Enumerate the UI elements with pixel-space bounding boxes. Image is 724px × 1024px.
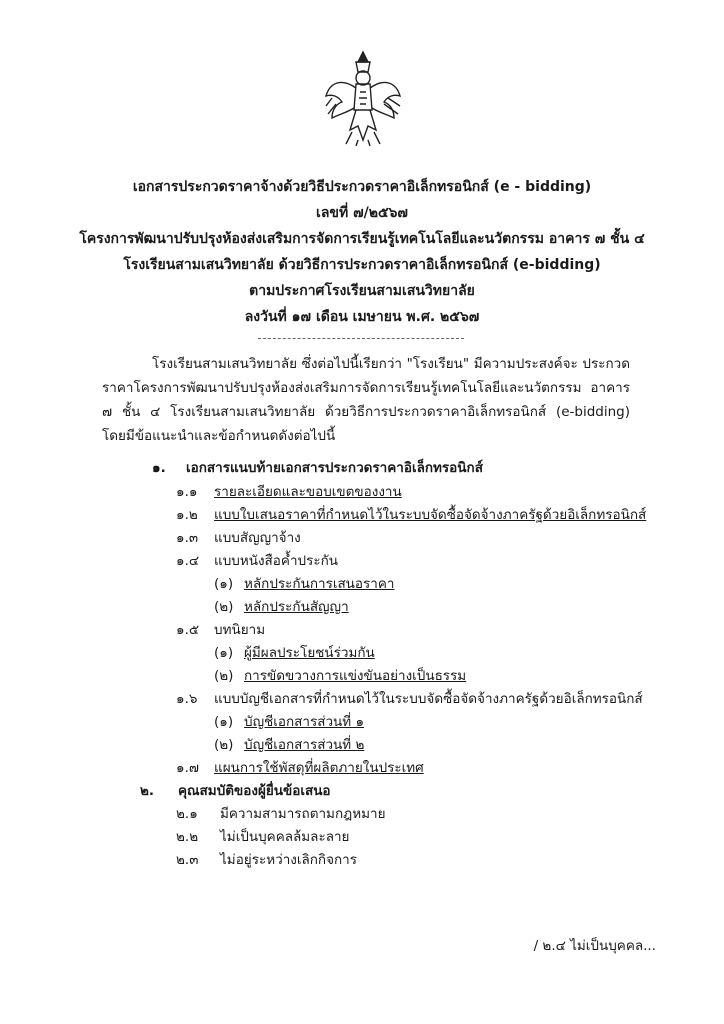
item-number: (๒) bbox=[214, 599, 234, 615]
continuation-note: / ๒.๔ ไม่เป็นบุคคล... bbox=[533, 938, 656, 954]
item-number: ๑.๓ bbox=[176, 530, 199, 546]
item-number: ๒. bbox=[140, 783, 155, 799]
item-number: ๑.๒ bbox=[176, 507, 198, 523]
list-item bbox=[140, 779, 331, 801]
header-school-method: โรงเรียนสามเสนวิทยาลัย ด้วยวิธีการประกวดราคาอิเล็กทรอนิกส์ (e-bidding) bbox=[123, 257, 601, 273]
intro-text: โรงเรียนสามเสนวิทยาลัย ซึ่งต่อไปนี้เรียกว่า "โรงเรียน" มีความประสงค์จะ ประกวดราคาโครงการพัฒนาปรับปรุงห้องส่งเสริมการจัดการเรียนรู้เทคโนโลยีและนวัตกรรม อาคาร ๗ ชั้น ๔ โรงเรียนสามเสนวิทยาลัย ด้วยวิธีการประกวดราคาอิเล็กทรอนิกส์ (e-bidding) โดยมีข้อแนะนำและข้อกำหนดดังต่อไปนี้ bbox=[102, 356, 630, 444]
list-item bbox=[176, 687, 643, 709]
list-item bbox=[176, 526, 301, 548]
list-item bbox=[214, 733, 364, 755]
item-number: ๑.๔ bbox=[176, 553, 200, 569]
item-number: ๑.๑ bbox=[176, 484, 198, 500]
list-item bbox=[176, 503, 646, 525]
list-item bbox=[176, 802, 386, 824]
item-number: ๑.๗ bbox=[176, 760, 200, 776]
item-number: (๒) bbox=[214, 737, 234, 753]
intro-paragraph bbox=[102, 352, 630, 448]
item-text: แบบหนังสือค้ำประกัน bbox=[214, 553, 338, 569]
item-text: บทนิยาม bbox=[214, 622, 266, 638]
header-number: เลขที่ ๗/๒๕๖๗ bbox=[316, 205, 408, 221]
item-text: บัญชีเอกสารส่วนที่ ๑ bbox=[244, 714, 365, 730]
item-text: คุณสมบัติของผู้ยื่นข้อเสนอ bbox=[178, 783, 331, 799]
list-item bbox=[152, 456, 483, 478]
item-text: รายละเอียดและขอบเขตของงาน bbox=[214, 484, 402, 500]
item-text: แบบบัญชีเอกสารที่กำหนดไว้ในระบบจัดซื้อจัดจ้างภาครัฐด้วยอิเล็กทรอนิกส์ bbox=[214, 691, 643, 707]
list-item bbox=[214, 572, 394, 594]
header-date: ลงวันที่ ๑๗ เดือน เมษายน พ.ศ. ๒๕๖๗ bbox=[244, 309, 480, 325]
item-number: (๒) bbox=[214, 668, 234, 684]
document-header bbox=[0, 174, 724, 330]
item-number: ๒.๒ bbox=[176, 829, 199, 845]
list-item bbox=[214, 664, 466, 686]
list-item bbox=[214, 710, 364, 732]
item-text: บัญชีเอกสารส่วนที่ ๒ bbox=[244, 737, 365, 753]
item-text: ผู้มีผลประโยชน์ร่วมกัน bbox=[244, 645, 375, 661]
item-text: แผนการใช้พัสดุที่ผลิตภายในประเทศ bbox=[214, 760, 424, 776]
list-item bbox=[176, 618, 265, 640]
list-item bbox=[176, 848, 357, 870]
list-item bbox=[214, 641, 375, 663]
item-number: (๑) bbox=[214, 645, 234, 661]
item-number: ๑. bbox=[152, 460, 166, 476]
list-item bbox=[176, 549, 338, 571]
header-divider bbox=[258, 338, 464, 339]
item-text: เอกสารแนบท้ายเอกสารประกวดราคาอิเล็กทรอนิกส์ bbox=[186, 460, 483, 476]
item-number: (๑) bbox=[214, 714, 234, 730]
item-text: แบบสัญญาจ้าง bbox=[214, 530, 301, 546]
item-text: หลักประกันการเสนอราคา bbox=[244, 576, 395, 592]
item-number: ๑.๖ bbox=[176, 691, 198, 707]
list-item bbox=[176, 756, 424, 778]
item-number: ๒.๓ bbox=[176, 852, 199, 868]
header-announcement: ตามประกาศโรงเรียนสามเสนวิทยาลัย bbox=[249, 283, 475, 299]
item-text: ไม่เป็นบุคคลล้มละลาย bbox=[220, 829, 350, 845]
item-text: มีความสามารถตามกฎหมาย bbox=[220, 806, 386, 822]
list-item bbox=[176, 825, 349, 847]
item-text: แบบใบเสนอราคาที่กำหนดไว้ในระบบจัดซื้อจัดจ้างภาครัฐด้วยอิเล็กทรอนิกส์ bbox=[214, 507, 647, 523]
garuda-emblem-icon bbox=[322, 48, 404, 148]
item-number: (๑) bbox=[214, 576, 234, 592]
item-text: หลักประกันสัญญา bbox=[244, 599, 349, 615]
list-item bbox=[214, 595, 349, 617]
item-text: ไม่อยู่ระหว่างเลิกกิจการ bbox=[220, 852, 358, 868]
item-number: ๒.๑ bbox=[176, 806, 198, 822]
item-text: การขัดขวางการแข่งขันอย่างเป็นธรรม bbox=[244, 668, 467, 684]
item-number: ๑.๕ bbox=[176, 622, 200, 638]
list-item bbox=[176, 480, 402, 502]
header-title: เอกสารประกวดราคาจ้างด้วยวิธีประกวดราคาอิเล็กทรอนิกส์ (e - bidding) bbox=[132, 179, 592, 195]
header-project: โครงการพัฒนาปรับปรุงห้องส่งเสริมการจัดการเรียนรู้เทคโนโลยีและนวัตกรรม อาคาร ๗ ชั้น ๔ bbox=[79, 231, 645, 247]
